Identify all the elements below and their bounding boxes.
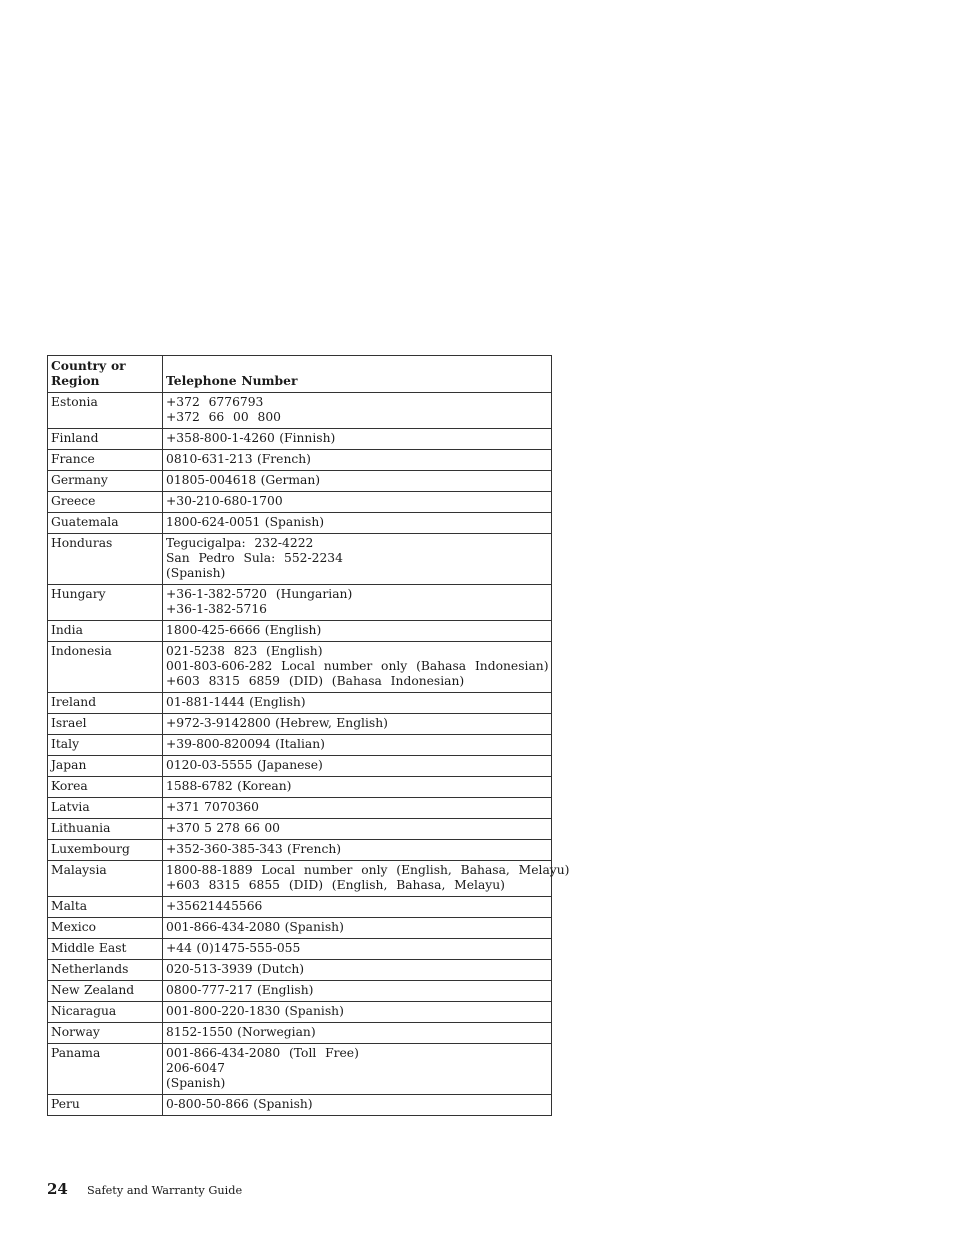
phone-line: +370 5 278 66 00 bbox=[166, 821, 280, 835]
country-cell: Hungary bbox=[48, 585, 163, 621]
phone-cell bbox=[163, 642, 552, 693]
phone-line: +44 (0)1475-555-055 bbox=[166, 941, 301, 955]
country-cell: Nicaragua bbox=[48, 1002, 163, 1023]
country-cell: New Zealand bbox=[48, 981, 163, 1002]
country-cell: Malta bbox=[48, 897, 163, 918]
page-footer bbox=[47, 1179, 242, 1198]
table-row bbox=[48, 1002, 552, 1023]
phone-cell bbox=[163, 393, 552, 429]
phone-line: 021-5238 823 (English) bbox=[166, 644, 323, 658]
page-number: 24 bbox=[47, 1180, 68, 1198]
country-cell: Middle East bbox=[48, 939, 163, 960]
country-cell: Honduras bbox=[48, 534, 163, 585]
header-telephone-number: Telephone Number bbox=[163, 356, 552, 393]
table-row bbox=[48, 714, 552, 735]
table-row bbox=[48, 621, 552, 642]
phone-line: 1588-6782 (Korean) bbox=[166, 779, 292, 793]
phone-line: +371 7070360 bbox=[166, 800, 259, 814]
phone-line: +39-800-820094 (Italian) bbox=[166, 737, 325, 751]
country-cell: Italy bbox=[48, 735, 163, 756]
table-body bbox=[48, 393, 570, 1116]
phone-cell bbox=[163, 939, 552, 960]
phone-cell bbox=[163, 450, 552, 471]
table-row bbox=[48, 777, 552, 798]
table-row bbox=[48, 471, 552, 492]
table-row bbox=[48, 735, 552, 756]
table-row bbox=[48, 918, 552, 939]
country-cell: Korea bbox=[48, 777, 163, 798]
table-row bbox=[48, 981, 552, 1002]
country-cell: Greece bbox=[48, 492, 163, 513]
phone-line: 8152-1550 (Norwegian) bbox=[166, 1025, 316, 1039]
country-cell: Israel bbox=[48, 714, 163, 735]
phone-line: (Spanish) bbox=[166, 566, 226, 580]
country-cell: Norway bbox=[48, 1023, 163, 1044]
phone-line: +372 66 00 800 bbox=[166, 410, 281, 424]
table-row bbox=[48, 1095, 552, 1116]
country-cell: Mexico bbox=[48, 918, 163, 939]
table-row bbox=[48, 840, 552, 861]
phone-line: 0800-777-217 (English) bbox=[166, 983, 314, 997]
phone-line: +36-1-382-5716 bbox=[166, 602, 268, 616]
table-row bbox=[48, 429, 552, 450]
table-row bbox=[48, 492, 552, 513]
phone-line: +352-360-385-343 (French) bbox=[166, 842, 342, 856]
phone-line: +36-1-382-5720 (Hungarian) bbox=[166, 587, 353, 601]
phone-cell bbox=[163, 1023, 552, 1044]
header-country-line-1: Country or bbox=[51, 358, 126, 373]
phone-cell bbox=[163, 981, 552, 1002]
phone-cell bbox=[163, 1002, 552, 1023]
phone-line: +603 8315 6855 (DID) (English, Bahasa, Melayu) bbox=[166, 878, 505, 892]
phone-line: 0-800-50-866 (Spanish) bbox=[166, 1097, 313, 1111]
contacts-table bbox=[47, 355, 570, 1116]
country-cell: France bbox=[48, 450, 163, 471]
header-country-line-2: Region bbox=[51, 373, 100, 388]
phone-line: +30-210-680-1700 bbox=[166, 494, 283, 508]
phone-line: 01805-004618 (German) bbox=[166, 473, 321, 487]
phone-cell bbox=[163, 918, 552, 939]
table-row bbox=[48, 450, 552, 471]
country-cell: Peru bbox=[48, 1095, 163, 1116]
table-row bbox=[48, 1044, 552, 1095]
phone-line: San Pedro Sula: 552-2234 bbox=[166, 551, 343, 565]
phone-line: +603 8315 6859 (DID) (Bahasa Indonesian) bbox=[166, 674, 465, 688]
phone-line: Tegucigalpa: 232-4222 bbox=[166, 536, 314, 550]
country-cell: Indonesia bbox=[48, 642, 163, 693]
phone-cell bbox=[163, 897, 552, 918]
phone-line: 206-6047 bbox=[166, 1061, 225, 1075]
table-row bbox=[48, 756, 552, 777]
phone-line: 001-866-434-2080 (Spanish) bbox=[166, 920, 344, 934]
table-row bbox=[48, 1023, 552, 1044]
country-cell: Guatemala bbox=[48, 513, 163, 534]
phone-line: +972-3-9142800 (Hebrew, English) bbox=[166, 716, 388, 730]
country-cell: Ireland bbox=[48, 693, 163, 714]
phone-cell bbox=[163, 714, 552, 735]
phone-cell bbox=[163, 1044, 552, 1095]
phone-line: +358-800-1-4260 (Finnish) bbox=[166, 431, 336, 445]
table-row bbox=[48, 960, 552, 981]
phone-line: +372 6776793 bbox=[166, 395, 264, 409]
country-cell: Estonia bbox=[48, 393, 163, 429]
table-row bbox=[48, 798, 552, 819]
phone-cell bbox=[163, 429, 552, 450]
country-cell: Germany bbox=[48, 471, 163, 492]
phone-cell bbox=[163, 798, 552, 819]
phone-line: +35621445566 bbox=[166, 899, 263, 913]
table-row bbox=[48, 939, 552, 960]
phone-cell bbox=[163, 693, 552, 714]
phone-line: 1800-624-0051 (Spanish) bbox=[166, 515, 325, 529]
country-cell: Panama bbox=[48, 1044, 163, 1095]
phone-line: 020-513-3939 (Dutch) bbox=[166, 962, 305, 976]
phone-cell bbox=[163, 621, 552, 642]
phone-line: 1800-425-6666 (English) bbox=[166, 623, 322, 637]
table-row bbox=[48, 642, 552, 693]
phone-cell bbox=[163, 777, 552, 798]
table-header-row bbox=[48, 356, 552, 393]
phone-cell bbox=[163, 756, 552, 777]
phone-cell bbox=[163, 960, 552, 981]
phone-line: 001-800-220-1830 (Spanish) bbox=[166, 1004, 344, 1018]
table-row bbox=[48, 513, 552, 534]
phone-cell bbox=[163, 513, 552, 534]
phone-line: 0810-631-213 (French) bbox=[166, 452, 311, 466]
phone-cell bbox=[163, 492, 552, 513]
phone-line: 001-866-434-2080 (Toll Free) bbox=[166, 1046, 359, 1060]
phone-line: (Spanish) bbox=[166, 1076, 226, 1090]
country-cell: Malaysia bbox=[48, 861, 163, 897]
document-title: Safety and Warranty Guide bbox=[86, 1184, 243, 1197]
country-cell: Finland bbox=[48, 429, 163, 450]
phone-cell bbox=[163, 471, 552, 492]
header-country-or-region bbox=[48, 356, 163, 393]
country-cell: Lithuania bbox=[48, 819, 163, 840]
phone-cell bbox=[163, 819, 552, 840]
phone-line: 001-803-606-282 Local number only (Bahasa Indonesian) bbox=[166, 659, 549, 673]
country-cell: Luxembourg bbox=[48, 840, 163, 861]
table-row bbox=[48, 897, 552, 918]
phone-cell bbox=[163, 861, 570, 897]
country-cell: Netherlands bbox=[48, 960, 163, 981]
table-row bbox=[48, 819, 552, 840]
table-row bbox=[48, 534, 552, 585]
country-cell: India bbox=[48, 621, 163, 642]
phone-cell bbox=[163, 534, 552, 585]
table-row bbox=[48, 393, 552, 429]
phone-line: 0120-03-5555 (Japanese) bbox=[166, 758, 323, 772]
phone-cell bbox=[163, 840, 552, 861]
phone-cell bbox=[163, 1095, 552, 1116]
table-row bbox=[48, 861, 552, 897]
country-cell: Japan bbox=[48, 756, 163, 777]
table-row bbox=[48, 693, 552, 714]
table-row bbox=[48, 585, 552, 621]
phone-line: 01-881-1444 (English) bbox=[166, 695, 306, 709]
phone-line: 1800-88-1889 Local number only (English, Bahasa, Melayu) bbox=[166, 863, 570, 877]
phone-cell bbox=[163, 585, 552, 621]
phone-cell bbox=[163, 735, 552, 756]
country-cell: Latvia bbox=[48, 798, 163, 819]
